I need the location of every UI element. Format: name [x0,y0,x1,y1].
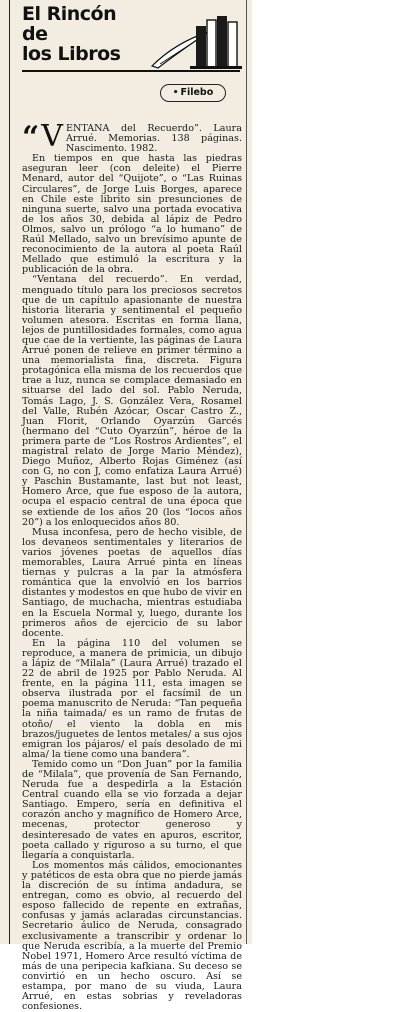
column-rule-right [246,0,247,944]
column-title-line2: de [22,23,48,45]
bullet-icon: • [172,88,179,98]
article-paragraph: “Ventana del recuerdo”. En verdad, menguado título para los preciosos secretos que de un capítulo apasionante de nuestra historia literaria y sentimental el pequeño volumen atesora. Escritas en forma llana, lejos de puntillosidades formales, como agua que cae de la vertiente, las páginas de Laura Arrué ponen de relieve en primer término a una memorialista fina, discreta. Figura protagónica ella misma de los recuerdos que trae a luz, nunca se complace demasiado en situarse del lado del sol. Pablo Neruda, Tomás Lago, J. S. González Vera, Rosamel del Valle, Rubén Azócar, Oscar Castro Z., Juan Florit, Orlando Oyarzún Garcés (hermano del “Cuto Oyarzún”, héroe de la primera parte de “Los Rostros Ardientes”, el magistral relato de Jorge Mario Méndez), Diego Muñoz, Alberto Rojas Giménez (así con G, no con J, como enfatiza Laura Arrué) y Paschin Bustamante, last but not least, Homero Arce, que fue esposo de la autora, ocupa el espacio central de una época que se extiende de los años 20 (los “locos años 20”) a los enloquecidos años 80. [22,274,242,528]
column-title-line3: los Libros [22,43,121,65]
article-paragraph [22,119,242,155]
article-lead: ENTANA del Recuerdo”. Laura Arrué. Memorias. 138 páginas. Nascimento. 1982. [65,123,242,155]
author-byline [160,84,226,102]
article-paragraph: En tiempos en que hasta las piedras aseguran leer (con deleite) el Pierre Menard, autor del “Quijote”, o “Las Ruinas Circulares”, de Jorge Luis Borges, aparece en Chile este librito sin presunciones de ninguna suerte, salvo una portada evocativa de los años 30, debida al lápiz de Pedro Olmos, salvo un prólogo “a lo humano” de Raúl Mellado, salvo un brevísimo apunte de reconocimiento de la autora al poeta Raúl Mellado que estimuló la escritura y la publicación de la obra. [22,153,242,276]
column-rule-left [9,0,10,944]
article-paragraph: Musa inconfesa, pero de hecho visible, de los devaneos sentimentales y literarios de varios jóvenes poetas de aquellos días memorables, Laura Arrué pinta en líneas tiernas y pulcras a la par la atmósfera romántica que la envolvió en los barrios distantes y modestos en que hubo de vivir en Santiago, de muchacha, mientras estudiaba en la Escuela Normal y, luego, durante los primeros años de ejercicio de su labor docente. [22,526,242,639]
article-body [22,119,242,1012]
open-quote-mark: “ [22,120,40,155]
column-title [22,4,120,64]
masthead [22,4,242,74]
article-paragraph: Los momentos más cálidos, emocionantes y patéticos de esta obra que no pierde jamás la discreción de su íntima andadura, se entregan, como es obvio, al recuerdo del esposo fallecido de repente en extrañas, confusas y jamás aclaradas circunstancias. Secretario áulico de Neruda, consagrado exclusivamente a transcribir y ordenar lo que Neruda escribía, a la muerte del Premio Nobel 1971, Homero Arce resultó víctima de más de una peripecia kafkiana. Su deceso se convirtió en un hecho oscuro. Así se estampa, por mano de su viuda, Laura Arrué, en estas sobrias y reveladoras confesiones. [22,859,242,1012]
books-icon [150,8,242,70]
article-paragraph: En la página 110 del volumen se reproduce, a manera de primicia, un dibujo a lápiz de “Milala” (Laura Arrué) trazado el 22 de abril de 1925 por Pablo Neruda. Al frente, en la página 111, esta imagen se observa ilustrada por el facsímil de un poema manuscrito de Neruda: “Tan pequeña la niña taimada/ es un ramo de frutas de otoño/ el viento la dobla en mis brazos/juguetes de lentos metales/ a sus ojos emigran los pájaros/ el país desolado de mi alma/ la tiene como una bandera”. [22,637,242,760]
article-paragraph: Temido como un “Don Juan” por la familia de “Milala”, que provenía de San Fernando, Neruda fue a despedirla a la Estación Central cuando ella se vio forzada a dejar Santiago. Empero, sería en definitiva el corazón ancho y magnífico de Homero Arce, mecenas, protector generoso y desinteresado de vates en apuros, escritor, poeta callado y riguroso a su turno, el que llegaría a conquistarla. [22,758,242,861]
drop-cap: V [41,119,63,154]
author-name: Filebo [180,87,214,98]
column-title-line1: El Rincón [22,3,117,25]
masthead-rule [22,70,240,72]
